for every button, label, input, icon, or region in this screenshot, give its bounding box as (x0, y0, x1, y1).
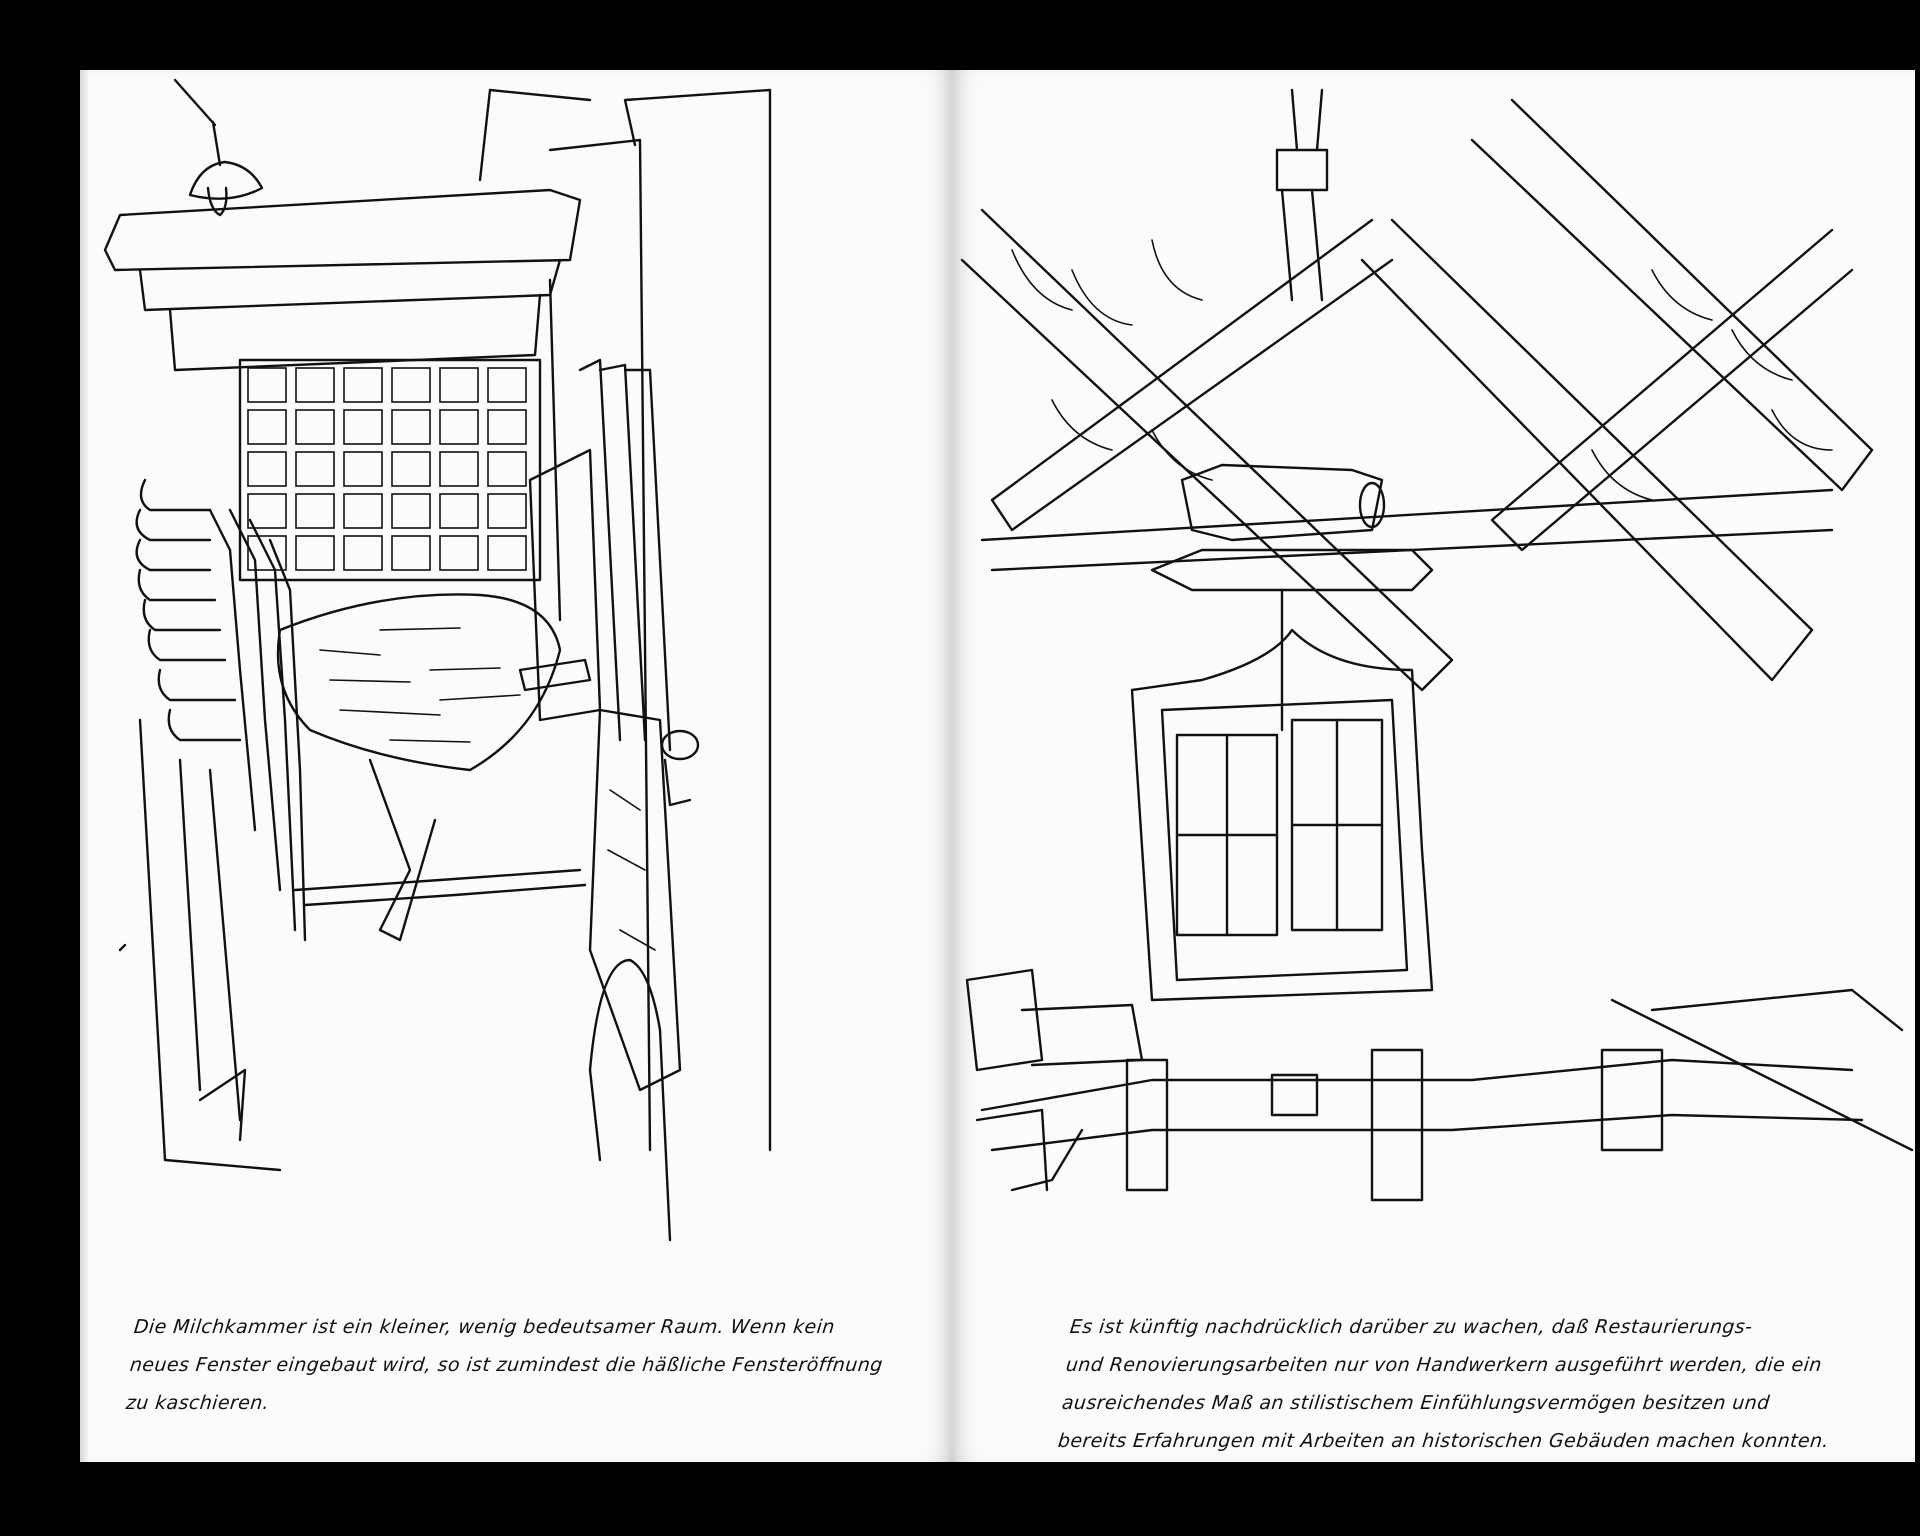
glass-block (392, 410, 430, 444)
glass-block (440, 368, 478, 402)
ceiling-beam (105, 190, 580, 270)
caption-line: und Renovierungsarbeiten nur von Handwerkern ausgeführt werden, die ein (1064, 1354, 1824, 1376)
glass-block (296, 494, 334, 528)
glass-block (440, 452, 478, 486)
glass-block (392, 536, 430, 570)
caption-line: zu kaschieren. (124, 1392, 271, 1414)
glass-block (296, 536, 334, 570)
caption-line: Es ist künftig nachdrücklich darüber zu wachen, daß Restaurierungs- (1068, 1316, 1754, 1338)
ridge-lamp-fixture (1277, 90, 1327, 300)
ceiling-lamp (175, 80, 262, 215)
caption-line: neues Fenster eingebaut wird, so ist zumindest die häßliche Fensteröffnung (128, 1354, 884, 1376)
glass-block (344, 410, 382, 444)
glass-block (296, 368, 334, 402)
glass-block (488, 494, 526, 528)
glass-block (296, 452, 334, 486)
stacked-books (967, 970, 1142, 1190)
roof-beams (962, 100, 1872, 690)
gable-window-drawing (952, 70, 1915, 1270)
glass-block (344, 368, 382, 402)
glass-block (440, 494, 478, 528)
caption-line: bereits Erfahrungen mit Arbeiten an historischen Gebäuden machen konnten. (1056, 1430, 1831, 1452)
caption-line: ausreichendes Maß an stilistischem Einfühlungsvermögen besitzen und (1060, 1392, 1771, 1414)
glass-block (488, 536, 526, 570)
glass-block (296, 410, 334, 444)
glass-block-window (240, 360, 540, 580)
glass-block (344, 494, 382, 528)
left-caption (124, 1308, 936, 1422)
glass-block (440, 536, 478, 570)
glass-block (392, 494, 430, 528)
glass-block (248, 410, 286, 444)
hanging-log (1152, 465, 1432, 730)
milk-room-drawing (80, 70, 952, 1270)
glass-block (248, 368, 286, 402)
door-panel (590, 710, 698, 1090)
stacked-chairs (137, 480, 305, 1170)
glass-block (488, 410, 526, 444)
glass-block (488, 452, 526, 486)
right-page (952, 70, 1915, 1462)
right-caption (1056, 1308, 1892, 1460)
glass-block (392, 452, 430, 486)
left-page (80, 70, 952, 1462)
glass-block (488, 368, 526, 402)
glass-block (392, 368, 430, 402)
base-beam (982, 990, 1912, 1200)
glass-block (248, 452, 286, 486)
book-spread (80, 70, 1915, 1462)
caption-line: Die Milchkammer ist ein kleiner, wenig bedeutsamer Raum. Wenn kein (132, 1316, 837, 1338)
glass-block (344, 452, 382, 486)
glass-block (248, 494, 286, 528)
glass-block (344, 536, 382, 570)
glass-block (440, 410, 478, 444)
